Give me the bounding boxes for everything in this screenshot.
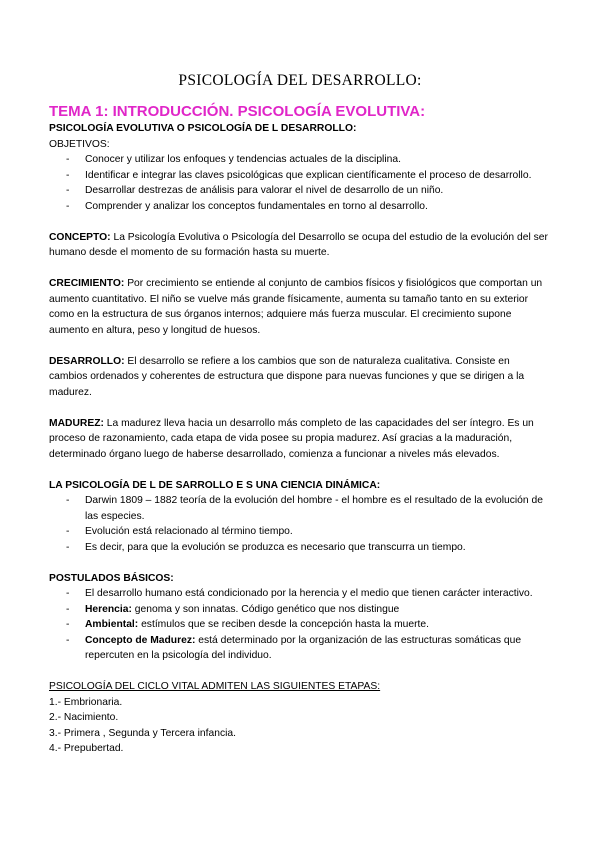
- postulado-item: [49, 602, 549, 618]
- ciencia-dinamica-item: - Es decir, para que la evolución se produzca es necesario que transcurra un tiempo.: [49, 540, 549, 556]
- desarrollo-text: El desarrollo se refiere a los cambios que son de naturaleza cualitativa. Consiste en cambios ordenados y coherentes de estructura que dispone para nuevas funciones y que se dirigen a la madurez.: [49, 355, 525, 398]
- etapa-item: 3.- Primera , Segunda y Tercera infancia.: [49, 727, 236, 739]
- herencia-text: genoma y son innatas. Código genético que nos distingue: [131, 603, 400, 615]
- postulado-item: - El desarrollo humano está condicionado por la herencia y el medio que tienen carácter interactivo.: [49, 586, 549, 602]
- ambiental-label: Ambiental:: [85, 619, 139, 630]
- ambiental-text: estímulos que se reciben desde la concepción hasta la muerte.: [138, 619, 429, 630]
- madurez-text: La madurez lleva hacia un desarrollo más completo de las capacidades del ser íntegro. Es un proceso de razonamiento, cada etapa de vida posee su propia madurez. Así gracias a la maduración, determinado órgano luego de haberse desarrollado, comienza a funcionar a niveles más elevados.: [49, 417, 534, 460]
- concepto-label: CONCEPTO:: [49, 231, 111, 243]
- desarrollo-paragraph: [49, 354, 549, 401]
- postulados-heading: POSTULADOS BÁSICOS:: [49, 572, 174, 584]
- ciclo-vital-heading: PSICOLOGÍA DEL CICLO VITAL ADMITEN LAS SIGUIENTES ETAPAS:: [49, 681, 381, 692]
- objetivo-item: - Conocer y utilizar los enfoques y tendencias actuales de la disciplina.: [49, 152, 549, 168]
- objetivo-item: - Comprender y analizar los conceptos fundamentales en torno al desarrollo.: [49, 199, 549, 215]
- document-body: [49, 103, 549, 757]
- crecimiento-text: Por crecimiento se entiende al conjunto de cambios físicos y fisiológicos que comportan un aumento cuantitativo. El niño se vuelve más grande físicamente, aumenta su tamaño tanto en su exterior como en la estructura de sus órganos internos; adquiere más fuerza muscular. El crecimiento supone aumento en altura, peso y longitud de huesos.: [49, 278, 543, 336]
- ciencia-dinamica-item: - Darwin 1809 – 1882 teoría de la evolución del hombre - el hombre es el resultado de la evolución de las especies.: [49, 493, 549, 524]
- madurez-label: MADUREZ:: [49, 417, 104, 429]
- concepto-madurez-text: está determinado por la organización de las estructuras somáticas que repercuten en la psicología del individuo.: [85, 634, 522, 661]
- ciencia-dinamica-heading: LA PSICOLOGÍA DE L DE SARROLLO E S UNA CIENCIA DINÁMICA:: [49, 479, 381, 491]
- objetivo-item: - Identificar e integrar las claves psicológicas que explican científicamente el proceso de desarrollo.: [49, 168, 549, 184]
- concepto-madurez-label: Concepto de Madurez:: [85, 634, 196, 646]
- herencia-label: Herencia:: [85, 603, 132, 615]
- ciencia-dinamica-list: [49, 493, 549, 555]
- concepto-text: La Psicología Evolutiva o Psicología del Desarrollo se ocupa del estudio de la evolución del ser humano desde el momento de su formación hasta su muerte.: [49, 231, 548, 258]
- postulados-list: [49, 586, 549, 664]
- objetivo-item: - Desarrollar destrezas de análisis para valorar el nivel de desarrollo de un niño.: [49, 183, 549, 199]
- etapa-item: 1.- Embrionaria.: [49, 696, 123, 708]
- objetivos-label: OBJETIVOS:: [49, 138, 110, 150]
- section-heading: PSICOLOGÍA EVOLUTIVA O PSICOLOGÍA DE L DESARROLLO:: [49, 123, 357, 134]
- etapa-item: 2.- Nacimiento.: [49, 712, 119, 723]
- tema-heading: TEMA 1: INTRODUCCIÓN. PSICOLOGÍA EVOLUTIVA:: [49, 103, 426, 120]
- crecimiento-paragraph: [49, 276, 549, 338]
- crecimiento-label: CRECIMIENTO:: [49, 278, 125, 289]
- objetivos-list: [49, 152, 549, 214]
- concepto-paragraph: [49, 230, 549, 261]
- desarrollo-label: DESARROLLO:: [49, 355, 125, 367]
- madurez-paragraph: [49, 416, 549, 463]
- postulado-item: [49, 633, 549, 664]
- etapa-item: 4.- Prepubertad.: [49, 743, 124, 754]
- ciencia-dinamica-item: - Evolución está relacionado al término tiempo.: [49, 524, 549, 540]
- postulado-item: [49, 617, 549, 633]
- document-title: PSICOLOGÍA DEL DESARROLLO:: [178, 72, 422, 89]
